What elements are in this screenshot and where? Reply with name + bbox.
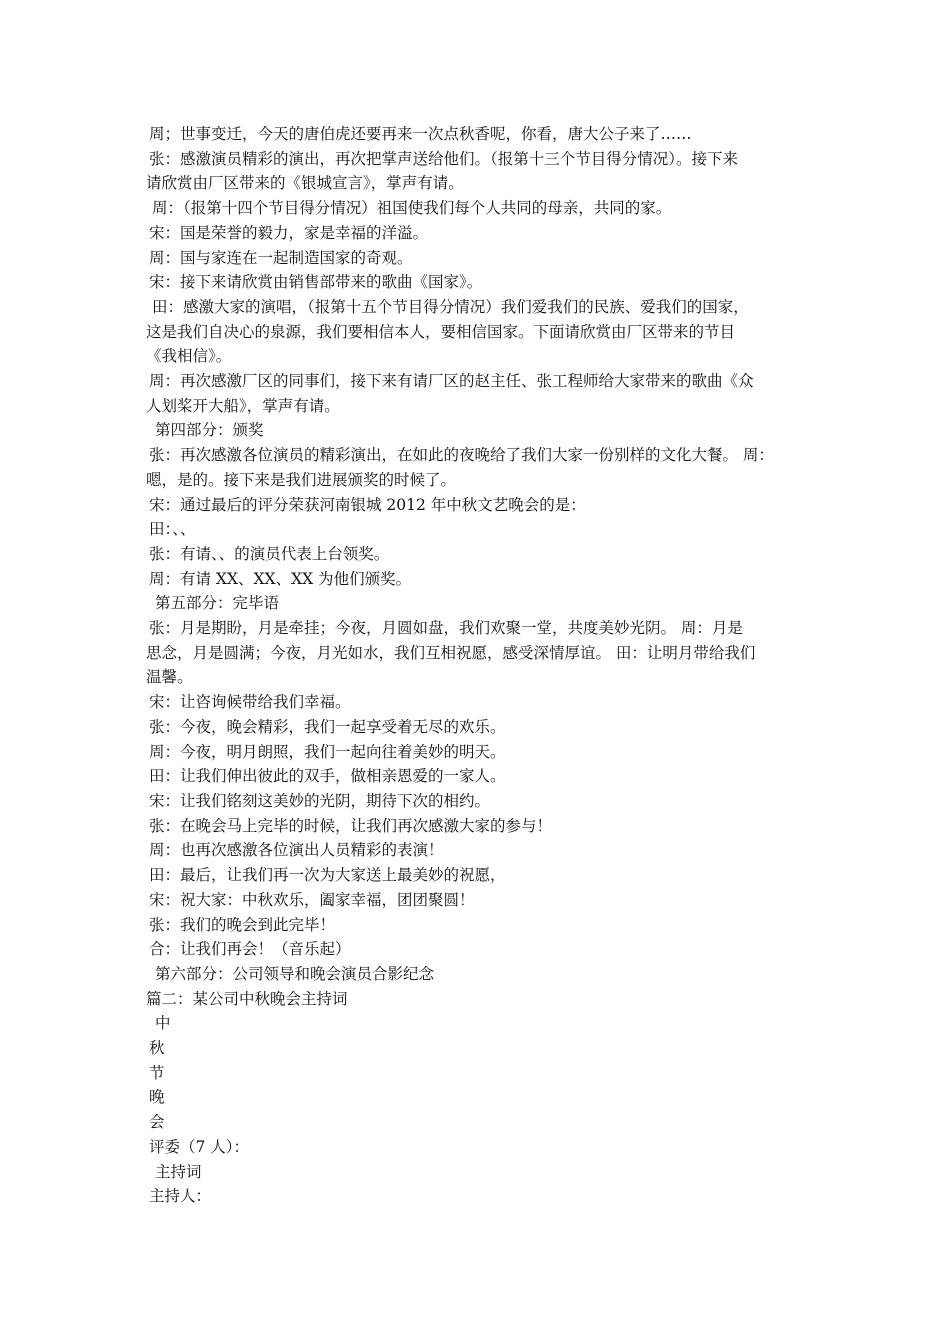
- text-line: 主持词: [155, 1162, 202, 1181]
- text-line: 合：让我们再会！（音乐起）: [149, 940, 351, 959]
- text-line: 人划桨开大船》，掌声有请。: [146, 396, 340, 415]
- text-line: 嗯，是的。接下来是我们进展颁奖的时候了。: [146, 470, 457, 489]
- text-line: 宋：让我们铭刻这美妙的光阴，期待下次的相约。: [149, 791, 491, 810]
- text-line: 张：在晚会马上完毕的时候，让我们再次感激大家的参与！: [149, 816, 553, 835]
- text-line: 周：今夜，明月朗照，我们一起向往着美妙的明天。: [149, 742, 506, 761]
- text-line: 张：有请、、的演员代表上台领奖。: [149, 544, 390, 563]
- text-line: 周：再次感激厂区的同事们，接下来有请厂区的赵主任、张工程师给大家带来的歌曲《众: [149, 372, 754, 391]
- text-line: 宋：祝大家：中秋欢乐，阖家幸福，团团聚圆！: [149, 890, 475, 909]
- text-line: 田：感激大家的演唱，（报第十五个节目得分情况）我们爱我们的民族、爱我们的国家，: [152, 297, 749, 316]
- text-line: 田：让我们伸出彼此的双手，做相亲恩爱的一家人。: [149, 767, 506, 786]
- text-line: 篇二：某公司中秋晚会主持词: [146, 989, 348, 1008]
- text-line: 张：再次感激各位演员的精彩演出，在如此的夜晚给了我们大家一份别样的文化大餐。 周：: [149, 446, 774, 465]
- text-line: 第五部分：完毕语: [155, 594, 280, 613]
- text-line: 宋：让咨询候带给我们幸福。: [149, 693, 351, 712]
- text-line: 《我相信》。: [146, 347, 232, 366]
- text-line: 周：（报第十四个节目得分情况）祖国使我们每个人共同的母亲，共同的家。: [152, 199, 672, 218]
- text-line: 思念，月是圆满；今夜，月光如水，我们互相祝愿，感受深情厚谊。 田：让明月带给我们: [146, 643, 756, 662]
- document-body: [146, 122, 816, 1209]
- text-line: 宋：国是荣誉的毅力，家是幸福的洋溢。: [149, 223, 429, 242]
- text-line: 张：感激演员精彩的演出，再次把掌声送给他们。（报第十三个节目得分情况）。接下来: [149, 149, 739, 168]
- text-line: 请欣赏由厂区带来的《银城宣言》，掌声有请。: [146, 174, 464, 193]
- text-line: 第四部分：颁奖: [155, 421, 264, 440]
- text-line: 宋：通过最后的评分荣获河南银城 2012 年中秋文艺晚会的是：: [149, 495, 586, 514]
- text-line: 宋：接下来请欣赏由销售部带来的歌曲《国家》。: [149, 273, 483, 292]
- text-line: 周：有请 XX、XX、XX 为他们颁奖。: [149, 569, 412, 588]
- text-line: 节: [149, 1063, 165, 1082]
- text-line: 晚: [149, 1088, 165, 1107]
- text-line: 周：国与家连在一起制造国家的奇观。: [149, 248, 413, 267]
- text-line: 第六部分：公司领导和晚会演员合影纪念: [155, 964, 435, 983]
- text-line: 周；世事变迁，今天的唐伯虎还要再来一次点秋香呢，你看，唐大公子来了……: [149, 125, 692, 143]
- text-line: 张：今夜，晚会精彩，我们一起享受着无尽的欢乐。: [149, 717, 506, 736]
- text-line: 评委（7 人）：: [149, 1137, 250, 1156]
- text-line: 温馨。: [146, 668, 193, 687]
- text-line: 周：也再次感激各位演出人员精彩的表演！: [149, 841, 444, 860]
- text-line: 中: [155, 1014, 171, 1033]
- text-line: 田：、、: [149, 520, 196, 539]
- text-line: 主持人：: [149, 1187, 212, 1206]
- text-line: 田：最后，让我们再一次为大家送上最美妙的祝愿，: [149, 866, 506, 885]
- text-line: 这是我们自决心的泉源，我们要相信本人，要相信国家。下面请欣赏由厂区带来的节目: [146, 322, 736, 341]
- text-line: 张：月是期盼，月是牵挂；今夜，月圆如盘，我们欢聚一堂，共度美妙光阴。 周：月是: [149, 619, 743, 638]
- text-line: 张：我们的晚会到此完毕！: [149, 915, 336, 934]
- text-line: 会: [149, 1113, 165, 1132]
- text-line: 秋: [149, 1039, 165, 1058]
